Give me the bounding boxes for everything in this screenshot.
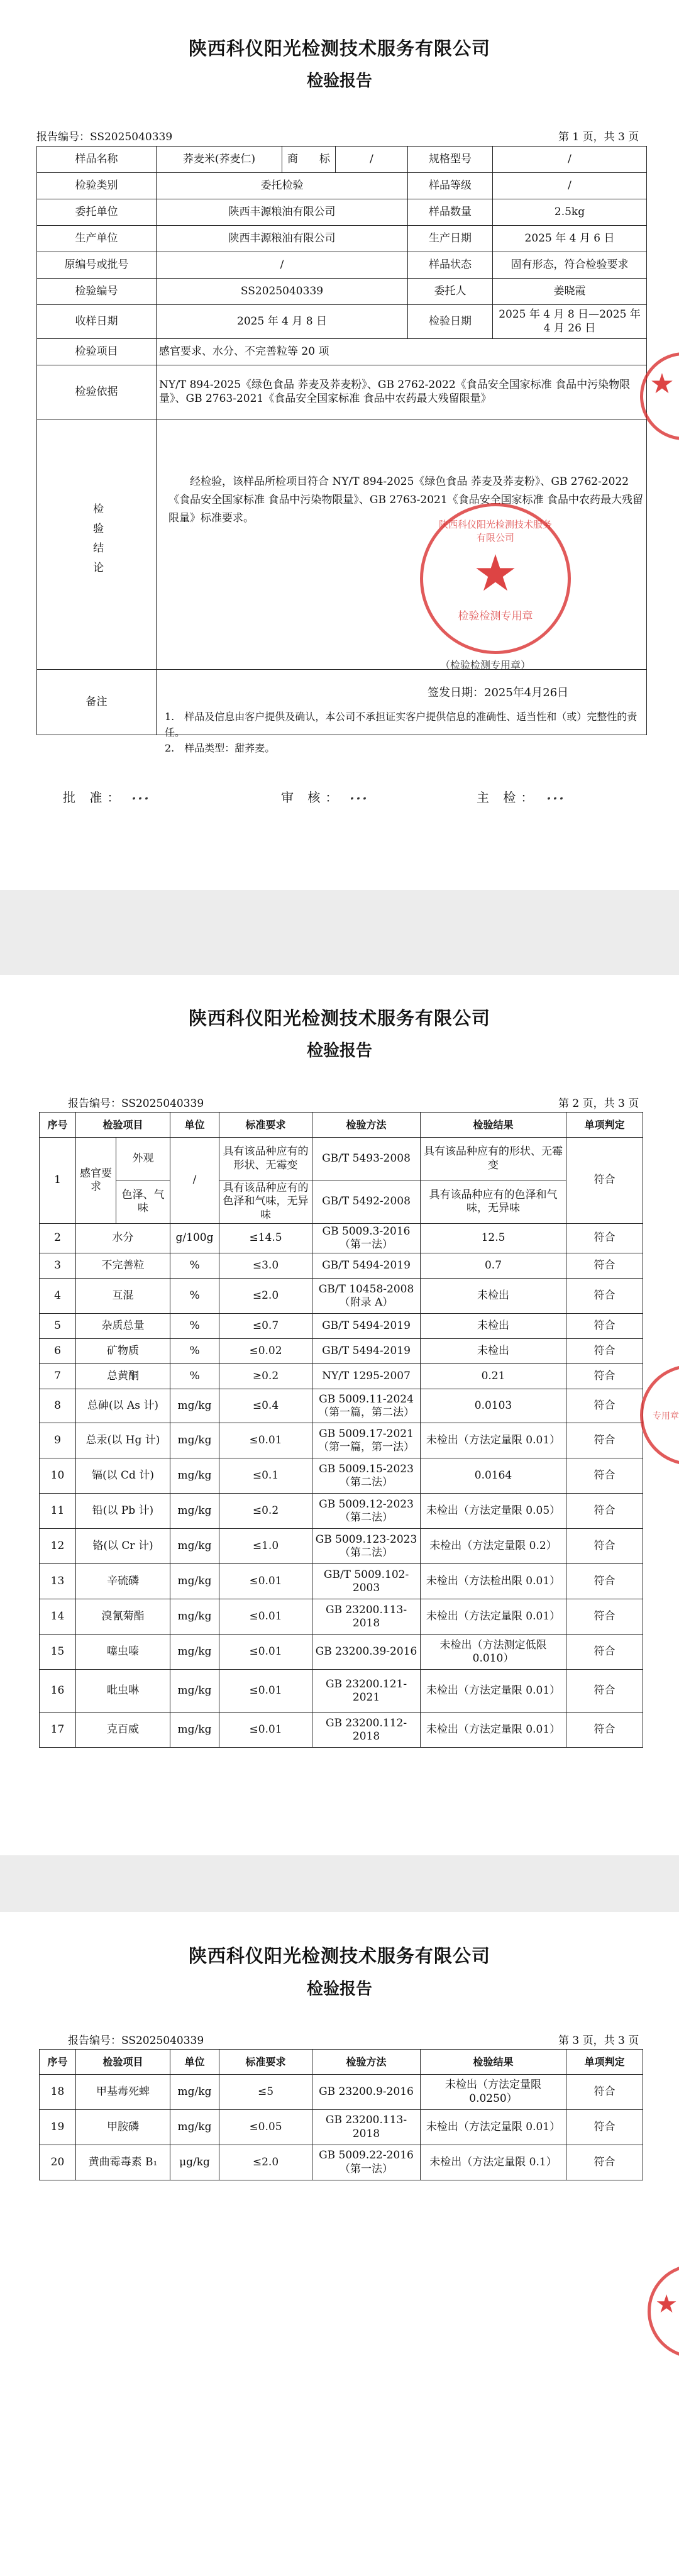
table-row — [40, 2145, 643, 2180]
cell-result: 未检出（方法定量限 0.01） — [421, 1599, 566, 1635]
cell-judge: 符合 — [566, 1529, 643, 1564]
results-table-page-2 — [39, 1112, 643, 1748]
cell-no: 20 — [40, 2145, 76, 2180]
table-row — [40, 1423, 643, 1458]
cell-result: 未检出 — [421, 1314, 566, 1339]
label-ref-no: 检验编号 — [37, 279, 157, 305]
cell-method: GB 23200.39-2016 — [312, 1635, 421, 1670]
inspect-signature: … — [546, 782, 565, 804]
cell-no: 7 — [40, 1364, 76, 1389]
report-number: 报告编号：SS2025040339 — [68, 1097, 204, 1110]
label-prod-date: 生产日期 — [408, 226, 493, 252]
cell-no: 6 — [40, 1339, 76, 1364]
col-req: 标准要求 — [219, 1113, 312, 1138]
cell-req: ≤0.4 — [219, 1389, 312, 1423]
col-judge: 单项判定 — [566, 2050, 643, 2075]
cell-no: 13 — [40, 1564, 76, 1599]
cell-no: 12 — [40, 1529, 76, 1564]
cell-result: 未检出（方法定量限 0.05） — [421, 1494, 566, 1529]
cell-method: GB 5009.123-2023（第二法） — [312, 1529, 421, 1564]
cell-req: ≤0.05 — [219, 2110, 312, 2145]
sign-date: 签发日期：2025年4月26日 — [428, 686, 569, 699]
cell-judge: 符合 — [566, 1713, 643, 1748]
label-trademark: 商 标 — [282, 147, 336, 173]
label-state: 样品状态 — [408, 252, 493, 279]
cell-result: 未检出（方法检出限 0.01） — [421, 1564, 566, 1599]
col-unit: 单位 — [170, 2050, 219, 2075]
cell-no: 14 — [40, 1599, 76, 1635]
cell-result: 未检出（方法定量限 0.01） — [421, 2110, 566, 2145]
cell-unit: mg/kg — [170, 2075, 219, 2110]
inspect-label: 主 检： — [477, 790, 539, 805]
col-judge: 单项判定 — [566, 1113, 643, 1138]
cell-judge: 符合 — [566, 1458, 643, 1494]
label-conclusion: 检验结论 — [37, 419, 157, 670]
col-method: 检验方法 — [312, 2050, 421, 2075]
label-delegate: 委托人 — [408, 279, 493, 305]
cell-method: GB 5009.12-2023（第二法） — [312, 1494, 421, 1529]
cell-unit: / — [170, 1138, 219, 1224]
report-number: 报告编号：SS2025040339 — [68, 2035, 204, 2047]
cell-no: 2 — [40, 1223, 76, 1253]
table-row — [40, 1279, 643, 1314]
cell-unit: mg/kg — [170, 1458, 219, 1494]
cell-item: 感官要求 — [76, 1138, 116, 1224]
cell-sub-item: 色泽、气味 — [116, 1180, 170, 1224]
cell-item: 总汞(以 Hg 计) — [76, 1423, 170, 1458]
cell-unit: mg/kg — [170, 2110, 219, 2145]
cell-no: 15 — [40, 1635, 76, 1670]
cell-result: 具有该品种应有的色泽和气味，无异味 — [421, 1180, 566, 1224]
approve-signature: … — [131, 782, 150, 804]
cell-no: 16 — [40, 1670, 76, 1713]
cell-no: 19 — [40, 2110, 76, 2145]
report-title: 检验报告 — [306, 72, 372, 91]
cell-item: 辛硫磷 — [76, 1564, 170, 1599]
cell-no: 5 — [40, 1314, 76, 1339]
value-prod-date: 2025 年 4 月 6 日 — [493, 226, 647, 252]
report-title: 检验报告 — [306, 1041, 372, 1060]
cell-req: ≤5 — [219, 2075, 312, 2110]
value-batch: / — [157, 252, 408, 279]
table-row — [40, 1494, 643, 1529]
label-inspect-type: 检验类别 — [37, 173, 157, 199]
cell-method: GB 23200.9-2016 — [312, 2075, 421, 2110]
cell-unit: g/100g — [170, 1223, 219, 1253]
cell-unit: mg/kg — [170, 1389, 219, 1423]
cell-no: 9 — [40, 1423, 76, 1458]
cell-item: 镉(以 Cd 计) — [76, 1458, 170, 1494]
results-table-page-3 — [39, 2049, 643, 2180]
remark-line-1: 1. 样品及信息由客户提供及确认，本公司不承担证实客户提供信息的准确性、适当性和（或）完整性的责任。 — [165, 711, 638, 738]
value-grade: / — [493, 173, 647, 199]
table-row — [40, 1253, 643, 1279]
cell-method: GB 5009.11-2024（第一篇，第二法） — [312, 1389, 421, 1423]
label-basis: 检验依据 — [37, 365, 157, 419]
edge-stamp-text: 专用章 — [653, 1411, 679, 1421]
col-result: 检验结果 — [421, 1113, 566, 1138]
report-page-2 — [0, 975, 679, 1855]
label-client: 委托单位 — [37, 199, 157, 226]
cell-item: 溴氰菊酯 — [76, 1599, 170, 1635]
cell-item: 甲基毒死蜱 — [76, 2075, 170, 2110]
stamp-ring-text: 陕西科仪阳光检测技术服务有限公司 — [438, 519, 552, 543]
col-unit: 单位 — [170, 1113, 219, 1138]
cell-judge: 符合 — [566, 1599, 643, 1635]
cell-judge: 符合 — [566, 2110, 643, 2145]
cell-result: 未检出（方法定量限 0.1） — [421, 2145, 566, 2180]
cell-result: 未检出（方法定量限 0.01） — [421, 1670, 566, 1713]
table-row — [40, 1529, 643, 1564]
cell-result: 具有该品种应有的形状、无霉变 — [421, 1138, 566, 1180]
cell-no: 8 — [40, 1389, 76, 1423]
cell-judge: 符合 — [566, 1423, 643, 1458]
table-row — [40, 1389, 643, 1423]
col-no: 序号 — [40, 1113, 76, 1138]
cell-unit: mg/kg — [170, 1713, 219, 1748]
cell-unit: % — [170, 1279, 219, 1314]
col-no: 序号 — [40, 2050, 76, 2075]
label-remark: 备注 — [37, 670, 157, 735]
report-title: 检验报告 — [306, 1980, 372, 1999]
cell-judge: 符合 — [566, 1670, 643, 1713]
table-row — [40, 2110, 643, 2145]
cell-req: ≤0.1 — [219, 1458, 312, 1494]
label-producer: 生产单位 — [37, 226, 157, 252]
cell-item: 噻虫嗪 — [76, 1635, 170, 1670]
cell-sub-item: 外观 — [116, 1138, 170, 1180]
cell-unit: mg/kg — [170, 1423, 219, 1458]
conclusion-text: 经检验，该样品所检项目符合 NY/T 894-2025《绿色食品 荞麦及荞麦粉》、GB 2762-2022《食品安全国家标准 食品中污染物限量》、GB 2763-2021《食品安全国家标准 食品中农药最大残留限量》标准要求。 — [168, 475, 644, 525]
cell-method: GB 5009.15-2023（第二法） — [312, 1458, 421, 1494]
table-row — [40, 1339, 643, 1364]
cell-no: 11 — [40, 1494, 76, 1529]
value-client: 陕西丰源粮油有限公司 — [157, 199, 408, 226]
edge-stamp — [640, 1365, 679, 1465]
cell-item: 吡虫啉 — [76, 1670, 170, 1713]
cell-judge: 符合 — [566, 1635, 643, 1670]
cell-result: 未检出（方法定量限 0.0250） — [421, 2075, 566, 2110]
cell-item: 克百威 — [76, 1713, 170, 1748]
col-item: 检验项目 — [76, 1113, 170, 1138]
cell-method: GB 23200.121-2021 — [312, 1670, 421, 1713]
cell-no: 18 — [40, 2075, 76, 2110]
cell-method: NY/T 1295-2007 — [312, 1364, 421, 1389]
cell-judge: 符合 — [566, 2145, 643, 2180]
cell-item: 水分 — [76, 1223, 170, 1253]
col-method: 检验方法 — [312, 1113, 421, 1138]
cell-judge: 符合 — [566, 1253, 643, 1279]
cell-req: ≤1.0 — [219, 1529, 312, 1564]
page-gap-2 — [0, 1855, 679, 1912]
label-items: 检验项目 — [37, 339, 157, 365]
cell-req: ≤0.02 — [219, 1339, 312, 1364]
cell-method: GB 23200.112-2018 — [312, 1713, 421, 1748]
value-test-date: 2025 年 4 月 8 日—2025 年 4 月 26 日 — [493, 305, 647, 339]
cell-method: GB/T 5493-2008 — [312, 1138, 421, 1180]
label-test-date: 检验日期 — [408, 305, 493, 339]
table-row — [40, 1635, 643, 1670]
label-qty: 样品数量 — [408, 199, 493, 226]
value-producer: 陕西丰源粮油有限公司 — [157, 226, 408, 252]
value-delegate: 姜晓霞 — [493, 279, 647, 305]
cell-no: 17 — [40, 1713, 76, 1748]
stamp-star-icon: ★ — [473, 544, 518, 602]
value-items: 感官要求、水分、不完善粒等 20 项 — [157, 339, 647, 365]
value-spec: / — [493, 147, 647, 173]
table-row — [40, 1564, 643, 1599]
cell-item: 黄曲霉毒素 B₁ — [76, 2145, 170, 2180]
cell-judge: 符合 — [566, 1314, 643, 1339]
cell-req: ≤0.01 — [219, 1423, 312, 1458]
cell-unit: μg/kg — [170, 2145, 219, 2180]
cell-judge: 符合 — [566, 1279, 643, 1314]
edge-stamp-star-icon: ★ — [649, 368, 675, 400]
cell-method: GB 5009.22-2016（第一法） — [312, 2145, 421, 2180]
cell-req: ≤0.7 — [219, 1314, 312, 1339]
cell-unit: mg/kg — [170, 1494, 219, 1529]
cell-unit: mg/kg — [170, 1670, 219, 1713]
edge-stamp — [648, 2264, 679, 2358]
cell-item: 铅(以 Pb 计) — [76, 1494, 170, 1529]
table-row — [40, 1223, 643, 1253]
cell-item: 总砷(以 As 计) — [76, 1389, 170, 1423]
cell-req: ≤0.2 — [219, 1494, 312, 1529]
col-req: 标准要求 — [219, 2050, 312, 2075]
table-row — [40, 1670, 643, 1713]
table-row — [40, 1138, 643, 1180]
cell-unit: mg/kg — [170, 1635, 219, 1670]
cell-req: ≤0.01 — [219, 1635, 312, 1670]
label-batch: 原编号或批号 — [37, 252, 157, 279]
value-inspect-type: 委托检验 — [157, 173, 408, 199]
company-name: 陕西科仪阳光检测技术服务有限公司 — [188, 1008, 490, 1029]
report-page-3 — [0, 1912, 679, 2576]
cell-req: ≤14.5 — [219, 1223, 312, 1253]
cell-item: 杂质总量 — [76, 1314, 170, 1339]
cell-unit: % — [170, 1364, 219, 1389]
cell-method: GB/T 5009.102-2003 — [312, 1564, 421, 1599]
cell-judge: 符合 — [566, 1339, 643, 1364]
cell-result: 未检出（方法测定低限 0.010） — [421, 1635, 566, 1670]
label-recv-date: 收样日期 — [37, 305, 157, 339]
cell-judge: 符合 — [566, 1494, 643, 1529]
cell-method: GB 5009.17-2021（第一篇，第一法） — [312, 1423, 421, 1458]
cell-method: GB 23200.113-2018 — [312, 1599, 421, 1635]
page-gap-1 — [0, 890, 679, 975]
official-stamp — [420, 503, 571, 654]
value-basis: NY/T 894-2025《绿色食品 荞麦及荞麦粉》、GB 2762-2022《食品安全国家标准 食品中污染物限量》、GB 2763-2021《食品安全国家标准 食品中农药最大残留限量》 — [157, 365, 647, 419]
company-name: 陕西科仪阳光检测技术服务有限公司 — [188, 38, 490, 59]
value-trademark: / — [336, 147, 408, 173]
cell-item: 不完善粒 — [76, 1253, 170, 1279]
cell-req: ≤2.0 — [219, 2145, 312, 2180]
value-qty: 2.5kg — [493, 199, 647, 226]
conclusion-cell — [157, 419, 647, 670]
value-state: 固有形态，符合检验要求 — [493, 252, 647, 279]
cell-judge: 符合 — [566, 1364, 643, 1389]
page-number: 第 1 页，共 3 页 — [558, 131, 639, 143]
cell-result: 0.0103 — [421, 1389, 566, 1423]
cell-req: ≥0.2 — [219, 1364, 312, 1389]
cell-item: 铬(以 Cr 计) — [76, 1529, 170, 1564]
cell-result: 0.0164 — [421, 1458, 566, 1494]
cell-unit: % — [170, 1253, 219, 1279]
remark-notes — [165, 709, 648, 756]
cell-judge: 符合 — [566, 1389, 643, 1423]
cell-judge: 符合 — [566, 1223, 643, 1253]
approve-label: 批 准： — [63, 790, 125, 805]
cell-method: GB/T 5494-2019 — [312, 1253, 421, 1279]
col-item: 检验项目 — [76, 2050, 170, 2075]
cell-item: 矿物质 — [76, 1339, 170, 1364]
cell-req: ≤3.0 — [219, 1253, 312, 1279]
cell-judge: 符合 — [566, 2075, 643, 2110]
cell-result: 未检出（方法定量限 0.01） — [421, 1423, 566, 1458]
cell-result: 未检出 — [421, 1279, 566, 1314]
cell-unit: mg/kg — [170, 1564, 219, 1599]
cell-no: 1 — [40, 1138, 76, 1224]
cell-req: ≤0.01 — [219, 1713, 312, 1748]
page-number: 第 2 页，共 3 页 — [558, 1097, 639, 1110]
cell-req: 具有该品种应有的形状、无霉变 — [219, 1138, 312, 1180]
cell-method: GB/T 10458-2008（附录 A） — [312, 1279, 421, 1314]
report-page-1 — [0, 0, 679, 890]
table-row — [40, 1180, 643, 1224]
report-number: 报告编号：SS2025040339 — [36, 131, 173, 143]
col-result: 检验结果 — [421, 2050, 566, 2075]
cell-result: 未检出（方法定量限 0.2） — [421, 1529, 566, 1564]
table-row — [40, 1713, 643, 1748]
cell-result: 未检出 — [421, 1339, 566, 1364]
stamp-caption-text: 检验检测专用章 — [458, 610, 533, 623]
value-recv-date: 2025 年 4 月 8 日 — [157, 305, 408, 339]
table-row — [40, 1364, 643, 1389]
cell-method: GB/T 5494-2019 — [312, 1314, 421, 1339]
table-row — [40, 2075, 643, 2110]
value-ref-no: SS2025040339 — [157, 279, 408, 305]
cell-result: 12.5 — [421, 1223, 566, 1253]
value-sample-name: 荞麦米(荞麦仁) — [157, 147, 282, 173]
table-row — [40, 1458, 643, 1494]
label-grade: 样品等级 — [408, 173, 493, 199]
company-name: 陕西科仪阳光检测技术服务有限公司 — [188, 1945, 490, 1967]
cell-no: 10 — [40, 1458, 76, 1494]
cell-result: 未检出（方法定量限 0.01） — [421, 1713, 566, 1748]
cell-judge: 符合 — [566, 1564, 643, 1599]
review-signature: … — [349, 782, 368, 804]
cell-unit: mg/kg — [170, 1529, 219, 1564]
page-number: 第 3 页，共 3 页 — [558, 2035, 639, 2047]
cell-req: ≤2.0 — [219, 1279, 312, 1314]
cell-item: 总黄酮 — [76, 1364, 170, 1389]
cell-no: 4 — [40, 1279, 76, 1314]
cell-no: 3 — [40, 1253, 76, 1279]
cell-req: ≤0.01 — [219, 1599, 312, 1635]
cell-unit: % — [170, 1339, 219, 1364]
cell-judge: 符合 — [566, 1138, 643, 1224]
cell-item: 互混 — [76, 1279, 170, 1314]
cell-req: ≤0.01 — [219, 1670, 312, 1713]
edge-stamp-star-icon: ★ — [655, 2290, 678, 2319]
sample-info-table — [36, 146, 647, 735]
cell-item: 甲胺磷 — [76, 2110, 170, 2145]
cell-method: GB/T 5492-2008 — [312, 1180, 421, 1224]
cell-unit: % — [170, 1314, 219, 1339]
table-row — [40, 1599, 643, 1635]
table-row — [40, 1314, 643, 1339]
review-label: 审 核： — [281, 790, 343, 805]
label-spec: 规格型号 — [408, 147, 493, 173]
cell-req: 具有该品种应有的色泽和气味，无异味 — [219, 1180, 312, 1224]
remark-line-2: 2. 样品类型：甜荞麦。 — [165, 741, 275, 754]
cell-method: GB/T 5494-2019 — [312, 1339, 421, 1364]
stamp-caption: （检验检测专用章） — [440, 659, 531, 671]
cell-method: GB 23200.113-2018 — [312, 2110, 421, 2145]
cell-result: 0.7 — [421, 1253, 566, 1279]
cell-method: GB 5009.3-2016（第一法） — [312, 1223, 421, 1253]
cell-req: ≤0.01 — [219, 1564, 312, 1599]
label-sample-name: 样品名称 — [37, 147, 157, 173]
cell-result: 0.21 — [421, 1364, 566, 1389]
cell-unit: mg/kg — [170, 1599, 219, 1635]
